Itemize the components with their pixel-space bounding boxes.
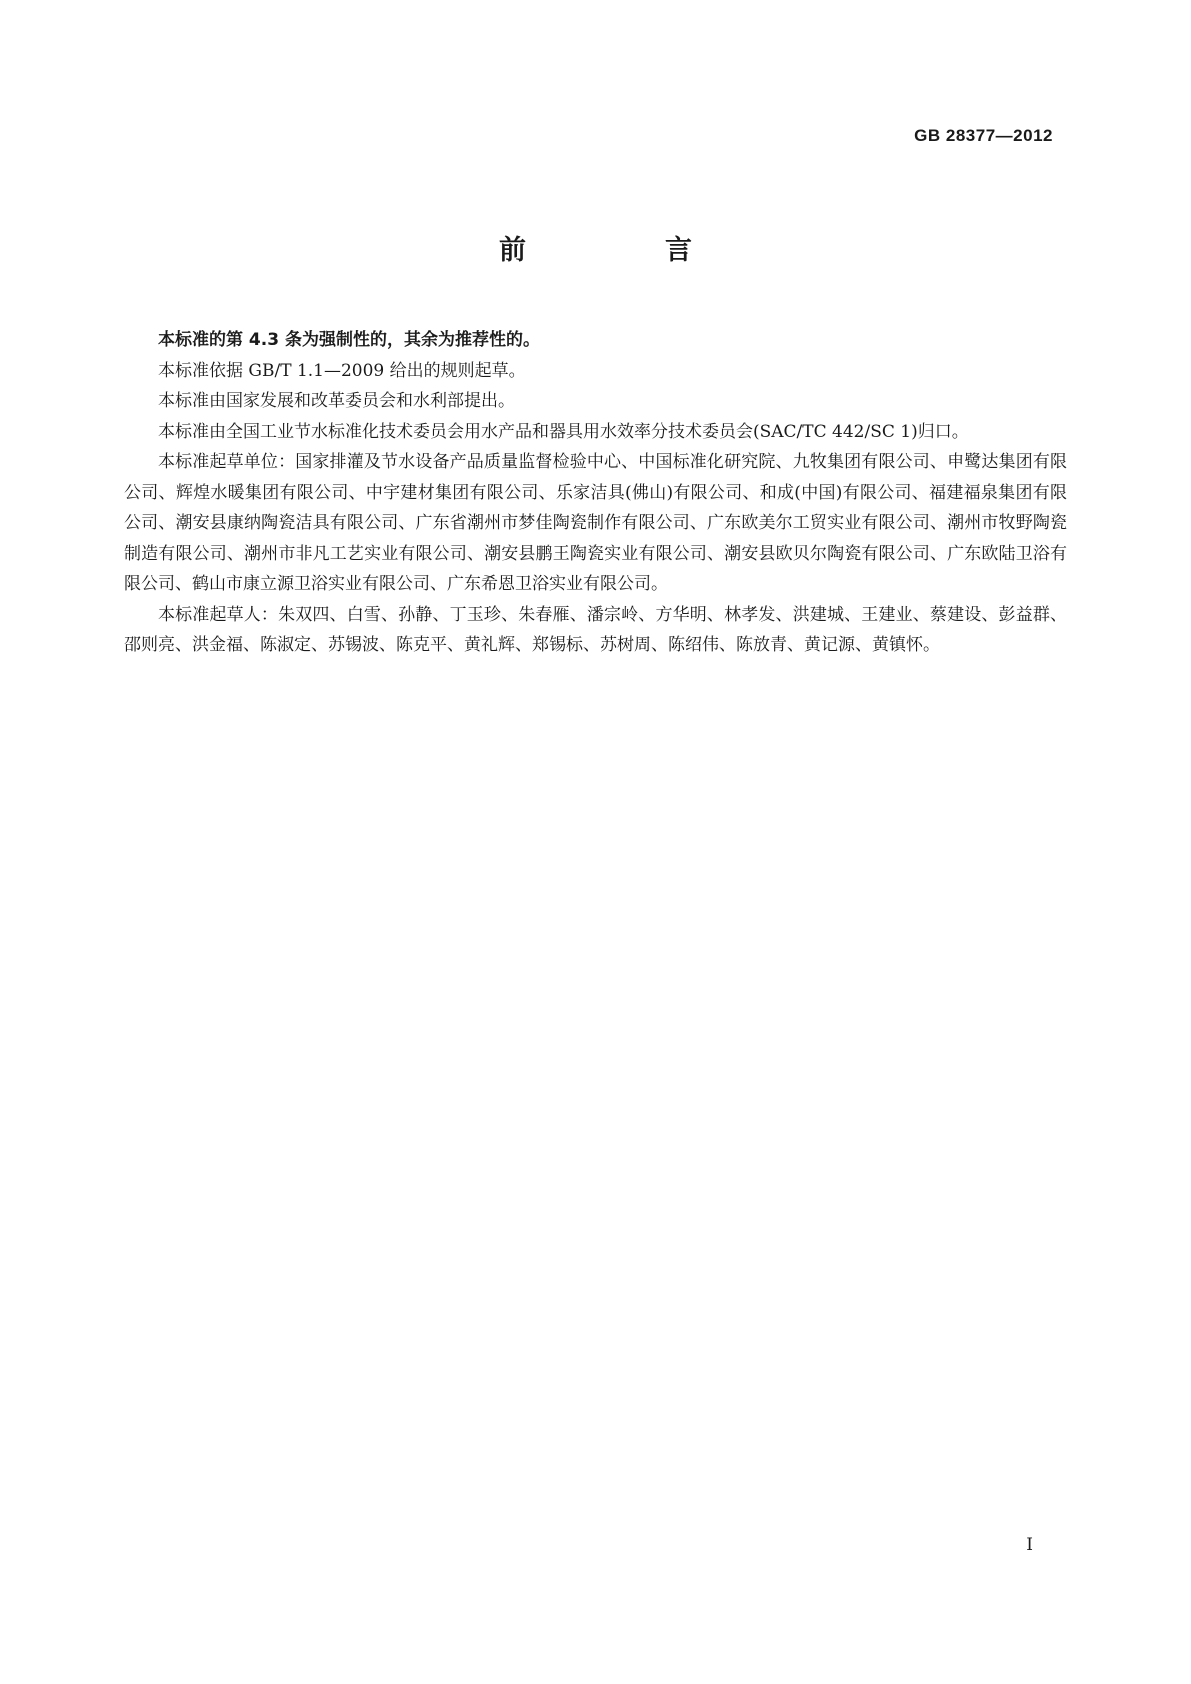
paragraph-drafting-units: 本标准起草单位：国家排灌及节水设备产品质量监督检验中心、中国标准化研究院、九牧集团有限公司、申鹭达集团有限公司、辉煌水暖集团有限公司、中宇建材集团有限公司、乐家洁具(佛山)有限公司、和成(中国)有限公司、福建福泉集团有限公司、潮安县康纳陶瓷洁具有限公司、广东省潮州市梦佳陶瓷制作有限公司、广东欧美尔工贸实业有限公司、潮州市牧野陶瓷制造有限公司、潮州市非凡工艺实业有限公司、潮安县鹏王陶瓷实业有限公司、潮安县欧贝尔陶瓷有限公司、广东欧陆卫浴有限公司、鹤山市康立源卫浴实业有限公司、广东希恩卫浴实业有限公司。 [124, 452, 1067, 594]
paragraph-drafters: 本标准起草人：朱双四、白雪、孙静、丁玉珍、朱春雁、潘宗岭、方华明、林孝发、洪建城、王建业、蔡建设、彭益群、邵则亮、洪金福、陈淑定、苏锡波、陈克平、黄礼辉、郑锡标、苏树周、陈绍伟、陈放青、黄记源、黄镇怀。 [124, 604, 1067, 655]
standard-code: GB 28377—2012 [914, 126, 1053, 145]
paragraph-administered-by: 本标准由全国工业节水标准化技术委员会用水产品和器具用水效率分技术委员会(SAC/TC 442/SC 1)归口。 [158, 421, 969, 442]
page-number: I [1026, 1535, 1033, 1555]
foreword-body [124, 325, 1067, 661]
paragraph-mandatory-clause: 本标准的第 4.3 条为强制性的，其余为推荐性的。 [158, 330, 540, 350]
paragraph-drafting-rules: 本标准依据 GB/T 1.1—2009 给出的规则起草。 [158, 360, 526, 381]
paragraph-proposed-by: 本标准由国家发展和改革委员会和水利部提出。 [158, 391, 515, 411]
page-title: 前 言 [499, 235, 748, 266]
